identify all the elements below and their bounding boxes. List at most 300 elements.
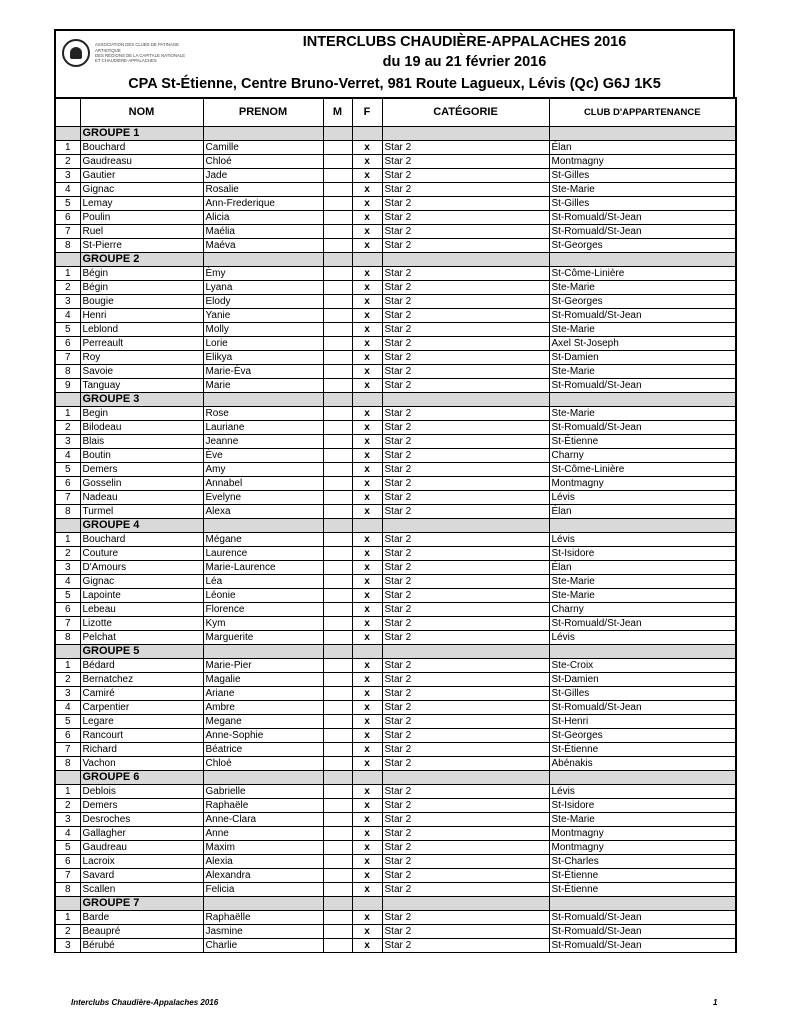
row-m <box>323 364 352 378</box>
table-row <box>55 490 736 504</box>
row-club: St-Georges <box>549 238 736 252</box>
row-prenom: Molly <box>203 322 323 336</box>
group-spacer-cell <box>352 896 382 910</box>
row-nom: Lebeau <box>80 602 203 616</box>
group-spacer-cell <box>323 392 352 406</box>
row-categorie: Star 2 <box>382 574 549 588</box>
row-categorie: Star 2 <box>382 490 549 504</box>
row-club: St-Damien <box>549 672 736 686</box>
group-name: GROUPE 4 <box>80 518 203 532</box>
row-m <box>323 924 352 938</box>
table-row <box>55 560 736 574</box>
row-prenom: Èmy <box>203 266 323 280</box>
row-f: x <box>352 140 382 154</box>
table-row <box>55 714 736 728</box>
row-nom: Bouchard <box>80 140 203 154</box>
table-row <box>55 574 736 588</box>
row-categorie: Star 2 <box>382 154 549 168</box>
roster-sheet <box>54 29 735 953</box>
row-prenom: Lauriane <box>203 420 323 434</box>
row-m <box>323 154 352 168</box>
row-nom: Gaudreasu <box>80 154 203 168</box>
row-m <box>323 882 352 896</box>
table-row <box>55 798 736 812</box>
row-number: 8 <box>55 504 80 518</box>
row-prenom: Anne-Clara <box>203 812 323 826</box>
row-nom: Savard <box>80 868 203 882</box>
row-number: 5 <box>55 462 80 476</box>
row-categorie: Star 2 <box>382 532 549 546</box>
event-dates: du 19 au 21 février 2016 <box>382 54 547 70</box>
row-number: 2 <box>55 672 80 686</box>
row-number: 3 <box>55 686 80 700</box>
row-number: 1 <box>55 140 80 154</box>
row-m <box>323 476 352 490</box>
row-categorie: Star 2 <box>382 140 549 154</box>
row-nom: Begin <box>80 406 203 420</box>
row-prenom: Ann-Frederique <box>203 196 323 210</box>
group-spacer-cell <box>203 896 323 910</box>
row-categorie: Star 2 <box>382 462 549 476</box>
group-spacer-cell <box>203 252 323 266</box>
row-categorie: Star 2 <box>382 308 549 322</box>
table-row <box>55 602 736 616</box>
table-row <box>55 224 736 238</box>
row-club: St-Georges <box>549 294 736 308</box>
document-title: INTERCLUBS CHAUDIÈRE-APPALACHES 2016 <box>302 34 627 50</box>
row-number: 4 <box>55 308 80 322</box>
row-number: 2 <box>55 798 80 812</box>
logo-text: ASSOCIATION DES CLUBS DE PATINAGE ARTISTIQUE DES RÉGIONS DE LA CAPITALE NATIONALE ET CHAUDIÈRE-APPALACHES <box>95 42 186 64</box>
row-prenom: Lorie <box>203 336 323 350</box>
row-nom: Vachon <box>80 756 203 770</box>
table-row <box>55 420 736 434</box>
row-number: 1 <box>55 658 80 672</box>
table-row <box>55 154 736 168</box>
group-spacer-cell <box>203 392 323 406</box>
row-m <box>323 378 352 392</box>
row-nom: Poulin <box>80 210 203 224</box>
row-prenom: Laurence <box>203 546 323 560</box>
group-spacer-cell <box>352 518 382 532</box>
row-number: 4 <box>55 700 80 714</box>
row-number: 4 <box>55 826 80 840</box>
group-spacer-cell <box>55 252 80 266</box>
table-row <box>55 266 736 280</box>
table-row <box>55 322 736 336</box>
row-club: Charny <box>549 448 736 462</box>
skater-logo-icon <box>62 39 90 67</box>
row-number: 5 <box>55 322 80 336</box>
row-number: 1 <box>55 784 80 798</box>
row-f: x <box>352 742 382 756</box>
row-m <box>323 504 352 518</box>
row-club: St-Étienne <box>549 742 736 756</box>
group-name: GROUPE 1 <box>80 126 203 140</box>
row-club: St-Romuald/St-Jean <box>549 420 736 434</box>
row-club: Ste-Marie <box>549 182 736 196</box>
row-prenom: Yanie <box>203 308 323 322</box>
row-m <box>323 700 352 714</box>
row-prenom: Raphaële <box>203 798 323 812</box>
group-spacer-cell <box>55 518 80 532</box>
row-f: x <box>352 672 382 686</box>
row-f: x <box>352 812 382 826</box>
row-club: Ste-Marie <box>549 812 736 826</box>
row-club: St-Romuald/St-Jean <box>549 308 736 322</box>
row-m <box>323 840 352 854</box>
row-prenom: Annabel <box>203 476 323 490</box>
row-categorie: Star 2 <box>382 378 549 392</box>
row-number: 1 <box>55 266 80 280</box>
group-spacer-cell <box>382 644 549 658</box>
group-spacer-cell <box>55 896 80 910</box>
table-row <box>55 938 736 952</box>
row-categorie: Star 2 <box>382 280 549 294</box>
row-m <box>323 224 352 238</box>
group-spacer-cell <box>323 252 352 266</box>
table-row <box>55 462 736 476</box>
row-prenom: Alexandra <box>203 868 323 882</box>
row-prenom: Alexia <box>203 854 323 868</box>
row-nom: Deblois <box>80 784 203 798</box>
table-row <box>55 504 736 518</box>
group-header-row <box>55 518 736 532</box>
row-prenom: Ève <box>203 448 323 462</box>
row-nom: Gaudreau <box>80 840 203 854</box>
row-categorie: Star 2 <box>382 882 549 896</box>
row-prenom: Elody <box>203 294 323 308</box>
row-m <box>323 168 352 182</box>
row-club: Ste-Marie <box>549 574 736 588</box>
row-f: x <box>352 266 382 280</box>
row-categorie: Star 2 <box>382 238 549 252</box>
table-row <box>55 196 736 210</box>
row-m <box>323 616 352 630</box>
row-f: x <box>352 700 382 714</box>
row-number: 5 <box>55 196 80 210</box>
row-prenom: Chloé <box>203 154 323 168</box>
row-number: 1 <box>55 406 80 420</box>
table-row <box>55 532 736 546</box>
row-number: 7 <box>55 490 80 504</box>
row-prenom: Kym <box>203 616 323 630</box>
row-number: 7 <box>55 742 80 756</box>
roster-table <box>54 97 737 953</box>
row-club: St-Isidore <box>549 546 736 560</box>
group-spacer-cell <box>352 770 382 784</box>
row-number: 4 <box>55 574 80 588</box>
row-number: 9 <box>55 378 80 392</box>
row-f: x <box>352 196 382 210</box>
document-header <box>54 29 735 97</box>
row-f: x <box>352 854 382 868</box>
row-m <box>323 434 352 448</box>
row-nom: Gallagher <box>80 826 203 840</box>
table-row <box>55 168 736 182</box>
row-categorie: Star 2 <box>382 686 549 700</box>
table-row <box>55 448 736 462</box>
table-row <box>55 364 736 378</box>
row-categorie: Star 2 <box>382 588 549 602</box>
row-m <box>323 938 352 952</box>
group-spacer-cell <box>203 644 323 658</box>
row-prenom: Anne <box>203 826 323 840</box>
row-f: x <box>352 476 382 490</box>
group-spacer-cell <box>55 392 80 406</box>
group-spacer-cell <box>549 896 736 910</box>
row-categorie: Star 2 <box>382 406 549 420</box>
group-spacer-cell <box>549 252 736 266</box>
row-nom: Barde <box>80 910 203 924</box>
row-f: x <box>352 756 382 770</box>
row-prenom: Lyana <box>203 280 323 294</box>
table-row <box>55 588 736 602</box>
row-club: Ste-Marie <box>549 322 736 336</box>
row-f: x <box>352 434 382 448</box>
row-categorie: Star 2 <box>382 294 549 308</box>
group-spacer-cell <box>382 252 549 266</box>
row-club: St-Romuald/St-Jean <box>549 378 736 392</box>
row-categorie: Star 2 <box>382 714 549 728</box>
row-categorie: Star 2 <box>382 700 549 714</box>
row-f: x <box>352 686 382 700</box>
row-club: St-Georges <box>549 728 736 742</box>
col-header-club: CLUB D'APPARTENANCE <box>549 98 736 126</box>
row-club: Ste-Marie <box>549 280 736 294</box>
row-nom: Bilodeau <box>80 420 203 434</box>
row-number: 7 <box>55 616 80 630</box>
group-spacer-cell <box>549 770 736 784</box>
row-categorie: Star 2 <box>382 616 549 630</box>
table-row <box>55 882 736 896</box>
row-number: 1 <box>55 910 80 924</box>
row-club: Lévis <box>549 630 736 644</box>
row-f: x <box>352 448 382 462</box>
row-prenom: Amy <box>203 462 323 476</box>
col-header-f: F <box>352 98 382 126</box>
row-number: 6 <box>55 476 80 490</box>
row-nom: Camiré <box>80 686 203 700</box>
row-nom: Leblond <box>80 322 203 336</box>
row-m <box>323 658 352 672</box>
row-number: 6 <box>55 336 80 350</box>
row-categorie: Star 2 <box>382 448 549 462</box>
group-spacer-cell <box>323 518 352 532</box>
row-club: Ste-Marie <box>549 406 736 420</box>
row-f: x <box>352 868 382 882</box>
row-club: Axel St-Joseph <box>549 336 736 350</box>
row-prenom: Megane <box>203 714 323 728</box>
row-prenom: Alexa <box>203 504 323 518</box>
row-club: Élan <box>549 560 736 574</box>
row-categorie: Star 2 <box>382 630 549 644</box>
row-prenom: Marie <box>203 378 323 392</box>
row-nom: Carpentier <box>80 700 203 714</box>
table-row <box>55 238 736 252</box>
row-m <box>323 420 352 434</box>
row-nom: Bougie <box>80 294 203 308</box>
group-spacer-cell <box>352 644 382 658</box>
row-f: x <box>352 588 382 602</box>
row-categorie: Star 2 <box>382 784 549 798</box>
table-row <box>55 350 736 364</box>
row-f: x <box>352 504 382 518</box>
row-prenom: Maéva <box>203 238 323 252</box>
row-m <box>323 210 352 224</box>
table-row <box>55 182 736 196</box>
row-club: St-Étienne <box>549 882 736 896</box>
row-number: 2 <box>55 924 80 938</box>
group-spacer-cell <box>382 126 549 140</box>
row-club: Lévis <box>549 490 736 504</box>
row-club: Montmagny <box>549 476 736 490</box>
row-club: St-Henri <box>549 714 736 728</box>
row-nom: D'Amours <box>80 560 203 574</box>
group-spacer-cell <box>323 644 352 658</box>
row-nom: Savoie <box>80 364 203 378</box>
group-header-row <box>55 896 736 910</box>
association-logo <box>62 39 205 67</box>
row-number: 7 <box>55 224 80 238</box>
table-row <box>55 140 736 154</box>
row-nom: St-Pierre <box>80 238 203 252</box>
row-prenom: Florence <box>203 602 323 616</box>
row-number: 3 <box>55 938 80 952</box>
col-header-categorie: CATÉGORIE <box>382 98 549 126</box>
row-categorie: Star 2 <box>382 756 549 770</box>
row-prenom: Marguerite <box>203 630 323 644</box>
row-prenom: Maélia <box>203 224 323 238</box>
row-f: x <box>352 420 382 434</box>
table-row <box>55 336 736 350</box>
table-row <box>55 210 736 224</box>
table-row <box>55 826 736 840</box>
row-nom: Lapointe <box>80 588 203 602</box>
table-row <box>55 546 736 560</box>
row-club: Élan <box>549 504 736 518</box>
row-m <box>323 574 352 588</box>
row-club: St-Romuald/St-Jean <box>549 924 736 938</box>
row-f: x <box>352 294 382 308</box>
col-header-prenom: PRENOM <box>203 98 323 126</box>
row-categorie: Star 2 <box>382 504 549 518</box>
row-nom: Couture <box>80 546 203 560</box>
group-spacer-cell <box>55 126 80 140</box>
row-nom: Bernatchez <box>80 672 203 686</box>
row-m <box>323 784 352 798</box>
group-spacer-cell <box>323 126 352 140</box>
row-m <box>323 560 352 574</box>
row-f: x <box>352 574 382 588</box>
row-categorie: Star 2 <box>382 336 549 350</box>
table-row <box>55 910 736 924</box>
row-prenom: Rose <box>203 406 323 420</box>
group-spacer-cell <box>352 252 382 266</box>
row-m <box>323 714 352 728</box>
row-club: St-Gilles <box>549 686 736 700</box>
row-number: 6 <box>55 210 80 224</box>
row-m <box>323 336 352 350</box>
row-f: x <box>352 322 382 336</box>
row-nom: Lacroix <box>80 854 203 868</box>
group-spacer-cell <box>549 126 736 140</box>
row-categorie: Star 2 <box>382 728 549 742</box>
row-f: x <box>352 168 382 182</box>
row-club: Charny <box>549 602 736 616</box>
row-number: 2 <box>55 154 80 168</box>
row-number: 6 <box>55 854 80 868</box>
group-spacer-cell <box>55 770 80 784</box>
row-f: x <box>352 532 382 546</box>
table-row <box>55 434 736 448</box>
row-nom: Rancourt <box>80 728 203 742</box>
row-prenom: Alicia <box>203 210 323 224</box>
table-row <box>55 658 736 672</box>
row-categorie: Star 2 <box>382 742 549 756</box>
row-f: x <box>352 658 382 672</box>
group-header-row <box>55 392 736 406</box>
row-nom: Demers <box>80 462 203 476</box>
row-club: Ste-Marie <box>549 364 736 378</box>
row-prenom: Béatrice <box>203 742 323 756</box>
row-nom: Bédard <box>80 658 203 672</box>
row-number: 1 <box>55 532 80 546</box>
row-m <box>323 448 352 462</box>
row-categorie: Star 2 <box>382 924 549 938</box>
row-club: St-Étienne <box>549 868 736 882</box>
row-nom: Blais <box>80 434 203 448</box>
row-categorie: Star 2 <box>382 812 549 826</box>
group-spacer-cell <box>55 644 80 658</box>
row-f: x <box>352 714 382 728</box>
group-spacer-cell <box>382 770 549 784</box>
row-m <box>323 728 352 742</box>
row-m <box>323 280 352 294</box>
row-categorie: Star 2 <box>382 322 549 336</box>
row-nom: Turmel <box>80 504 203 518</box>
row-number: 6 <box>55 728 80 742</box>
table-row <box>55 476 736 490</box>
col-header-nom: NOM <box>80 98 203 126</box>
row-nom: Gignac <box>80 574 203 588</box>
row-number: 8 <box>55 238 80 252</box>
row-categorie: Star 2 <box>382 224 549 238</box>
table-row <box>55 742 736 756</box>
row-number: 8 <box>55 756 80 770</box>
row-categorie: Star 2 <box>382 910 549 924</box>
table-row <box>55 756 736 770</box>
row-prenom: Charlie <box>203 938 323 952</box>
row-club: Montmagny <box>549 154 736 168</box>
table-row <box>55 686 736 700</box>
group-spacer-cell <box>203 126 323 140</box>
row-number: 2 <box>55 420 80 434</box>
row-nom: Beaupré <box>80 924 203 938</box>
page-footer: Interclubs Chaudière-Appalaches 2016 <box>71 998 219 1007</box>
group-spacer-cell <box>382 896 549 910</box>
row-nom: Bégin <box>80 280 203 294</box>
group-header-row <box>55 770 736 784</box>
row-prenom: Rosalie <box>203 182 323 196</box>
row-f: x <box>352 798 382 812</box>
group-spacer-cell <box>323 770 352 784</box>
group-spacer-cell <box>352 392 382 406</box>
row-prenom: Mégane <box>203 532 323 546</box>
row-m <box>323 266 352 280</box>
row-number: 3 <box>55 560 80 574</box>
row-number: 6 <box>55 602 80 616</box>
